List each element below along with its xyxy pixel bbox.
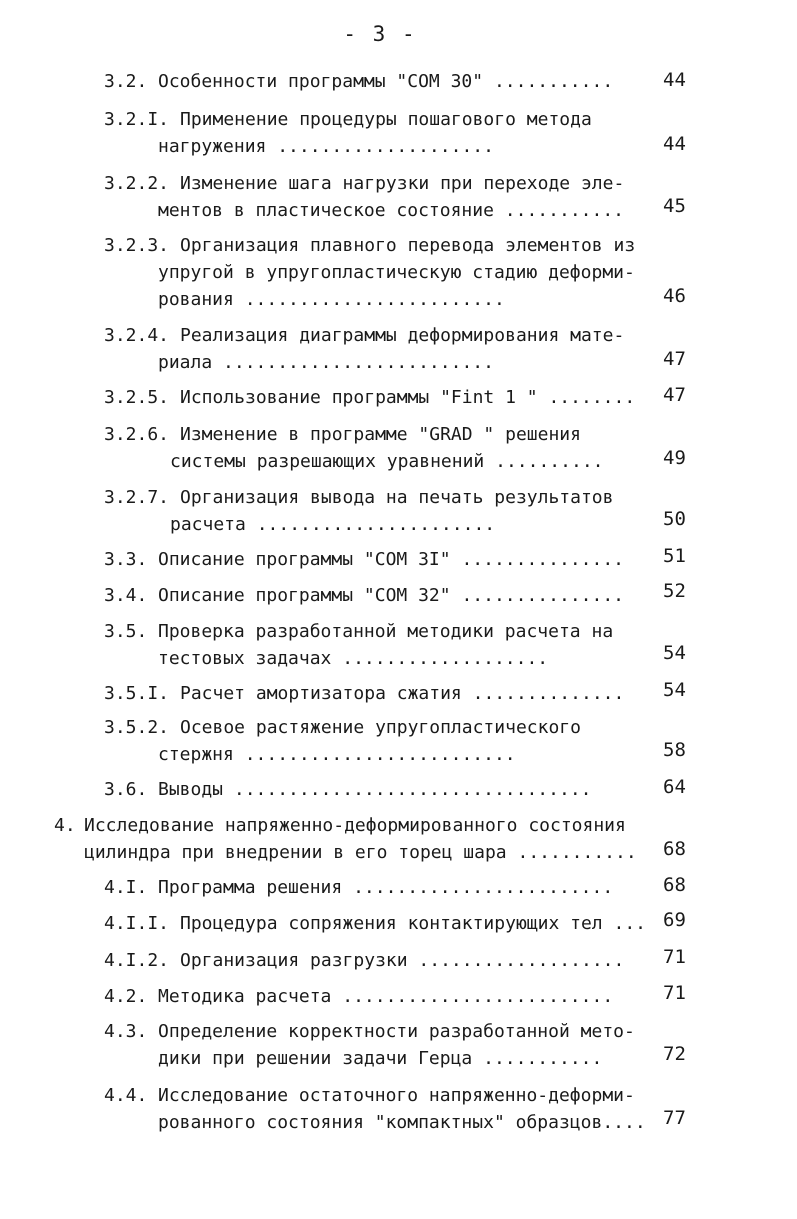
page-ref: 45	[663, 195, 686, 217]
entry-leader-dots: ...................	[418, 950, 625, 971]
entry-title: Организация вывода на печать результатов	[180, 487, 614, 508]
toc-entry-3-2-4	[104, 322, 624, 376]
toc-entry-4-3	[104, 1018, 635, 1072]
toc-entry-4-2	[104, 983, 613, 1010]
page-ref: 68	[663, 874, 686, 896]
entry-title: Исследование напряженно-деформированного состояния	[84, 815, 626, 836]
toc-entry-3-5	[104, 618, 613, 672]
entry-leader-dots: .........................	[244, 744, 516, 765]
toc-entry-3-2-1	[104, 106, 592, 160]
entry-title-cont: упругой в упругопластическую стадию деформи-	[158, 262, 635, 283]
entry-title-cont: цилиндра при внедрении в его торец шара	[84, 842, 507, 863]
entry-title: Организация разгрузки	[180, 950, 408, 971]
page-ref: 68	[663, 838, 686, 860]
page-ref: 64	[663, 776, 686, 798]
entry-leader-dots: ...................	[342, 648, 549, 669]
toc-entry-3-2-2	[104, 170, 624, 224]
entry-leader-dots: .........................	[342, 986, 614, 1007]
toc-entry-3-3	[104, 546, 624, 573]
entry-title-cont: ментов в пластическое состояние	[158, 200, 494, 221]
entry-number: 3.5.2.	[104, 717, 170, 738]
entry-number: 3.5.	[104, 621, 148, 642]
entry-title-cont: расчета	[170, 514, 246, 535]
entry-number: 3.4.	[104, 585, 148, 606]
page-ref: 54	[663, 679, 686, 701]
entry-title: Процедура сопряжения контактирующих тел	[180, 913, 603, 934]
entry-title: Программа решения	[158, 877, 343, 898]
entry-leader-dots: ........................	[353, 877, 614, 898]
entry-title: Применение процедуры пошагового метода	[180, 109, 592, 130]
entry-title-cont: стержня	[158, 744, 234, 765]
entry-leader-dots: ......................	[256, 514, 496, 535]
entry-title: Реализация диаграммы деформирования мате-	[180, 325, 625, 346]
page-ref: 49	[663, 447, 686, 469]
toc-entry-3-2-7	[104, 484, 613, 538]
page-ref: 54	[663, 642, 686, 664]
entry-leader-dots: ...........	[517, 842, 637, 863]
page-ref: 47	[663, 384, 686, 406]
entry-number: 3.2.I.	[104, 109, 170, 130]
entry-title-cont: риала	[158, 352, 213, 373]
entry-title: Использование программы "Fint 1 "	[180, 387, 538, 408]
toc-entry-4-1-1	[104, 910, 646, 937]
entry-leader-dots: .................................	[233, 779, 592, 800]
entry-title: Методика расчета	[158, 986, 332, 1007]
toc-entry-4-1-2	[104, 947, 624, 974]
entry-title: Организация плавного перевода элементов из	[180, 235, 636, 256]
page-ref: 47	[663, 348, 686, 370]
entry-number: 3.2.2.	[104, 173, 170, 194]
entry-number: 3.2.4.	[104, 325, 170, 346]
entry-number: 4.I.	[104, 877, 148, 898]
entry-title-cont: дики при решении задачи Герца	[158, 1048, 473, 1069]
entry-title-cont: тестовых задачах	[158, 648, 332, 669]
entry-leader-dots: ...........	[504, 200, 625, 221]
entry-leader-dots: ...........	[493, 71, 614, 92]
entry-number: 3.2.	[104, 71, 148, 92]
page-ref: 50	[663, 508, 686, 530]
toc-entry-3-5-1	[104, 680, 624, 707]
entry-number: 4.I.I.	[104, 913, 170, 934]
entry-number: 3.2.7.	[104, 487, 170, 508]
entry-title: Проверка разработанной методики расчета на	[158, 621, 614, 642]
toc-entry-3-5-2	[104, 714, 581, 768]
entry-title: Расчет амортизатора сжатия	[180, 683, 462, 704]
entry-title: Исследование остаточного напряженно-деформи-	[158, 1085, 635, 1106]
page-ref: 71	[663, 946, 686, 968]
entry-title: Изменение шага нагрузки при переходе эле-	[180, 173, 625, 194]
toc-entry-3-4	[104, 582, 624, 609]
entry-leader-dots: ...............	[461, 549, 625, 570]
entry-leader-dots: ...	[613, 913, 646, 934]
entry-title-cont: рованного состояния "компактных" образцов	[158, 1112, 603, 1133]
entry-title-cont: нагружения	[158, 136, 267, 157]
entry-number: 4.	[54, 815, 76, 836]
entry-title: Описание программы "COM 3I"	[158, 549, 451, 570]
entry-leader-dots: ...............	[461, 585, 625, 606]
page-ref: 71	[663, 982, 686, 1004]
toc-entry-3-2-6	[104, 421, 604, 475]
page-number: - 3 -	[343, 22, 417, 46]
page-ref: 52	[663, 580, 686, 602]
entry-number: 3.6.	[104, 779, 148, 800]
entry-number: 3.2.5.	[104, 387, 170, 408]
entry-title: Описание программы "COM 32"	[158, 585, 451, 606]
entry-title: Особенности программы "COM 30"	[158, 71, 484, 92]
entry-leader-dots: ..........	[495, 451, 604, 472]
entry-leader-dots: ........	[548, 387, 636, 408]
page-ref: 51	[663, 545, 686, 567]
toc-entry-4-4	[104, 1082, 646, 1136]
page-ref: 77	[663, 1107, 686, 1129]
page-ref: 58	[663, 739, 686, 761]
page-ref: 72	[663, 1043, 686, 1065]
entry-number: 3.2.3.	[104, 235, 170, 256]
entry-title: Изменение в программе "GRAD " решения	[180, 424, 581, 445]
page-ref: 44	[663, 133, 686, 155]
entry-number: 3.3.	[104, 549, 148, 570]
toc-entry-3-2	[104, 68, 613, 95]
entry-leader-dots: ...........	[483, 1048, 603, 1069]
entry-title-cont: рования	[158, 289, 234, 310]
entry-number: 3.2.6.	[104, 424, 170, 445]
toc-entry-3-2-5	[104, 384, 635, 411]
entry-number: 3.5.I.	[104, 683, 170, 704]
toc-entry-3-6	[104, 776, 592, 803]
page-ref: 44	[663, 69, 686, 91]
entry-number: 4.3.	[104, 1021, 148, 1042]
entry-title-cont: системы разрешающих уравнений	[170, 451, 485, 472]
entry-number: 4.I.2.	[104, 950, 170, 971]
entry-leader-dots: .........................	[223, 352, 494, 373]
toc-entry-4	[54, 812, 637, 866]
entry-title: Осевое растяжение упругопластического	[180, 717, 581, 738]
entry-leader-dots: ....................	[277, 136, 494, 157]
entry-title: Выводы	[158, 779, 224, 800]
toc-entry-3-2-3	[104, 232, 635, 313]
page-ref: 46	[663, 285, 686, 307]
entry-title: Определение корректности разработанной мето-	[158, 1021, 635, 1042]
toc-entry-4-1	[104, 874, 613, 901]
entry-number: 4.2.	[104, 986, 148, 1007]
entry-leader-dots: ..............	[472, 683, 625, 704]
entry-leader-dots: ....	[602, 1112, 646, 1133]
entry-number: 4.4.	[104, 1085, 148, 1106]
entry-leader-dots: ........................	[244, 289, 505, 310]
page-ref: 69	[663, 909, 686, 931]
